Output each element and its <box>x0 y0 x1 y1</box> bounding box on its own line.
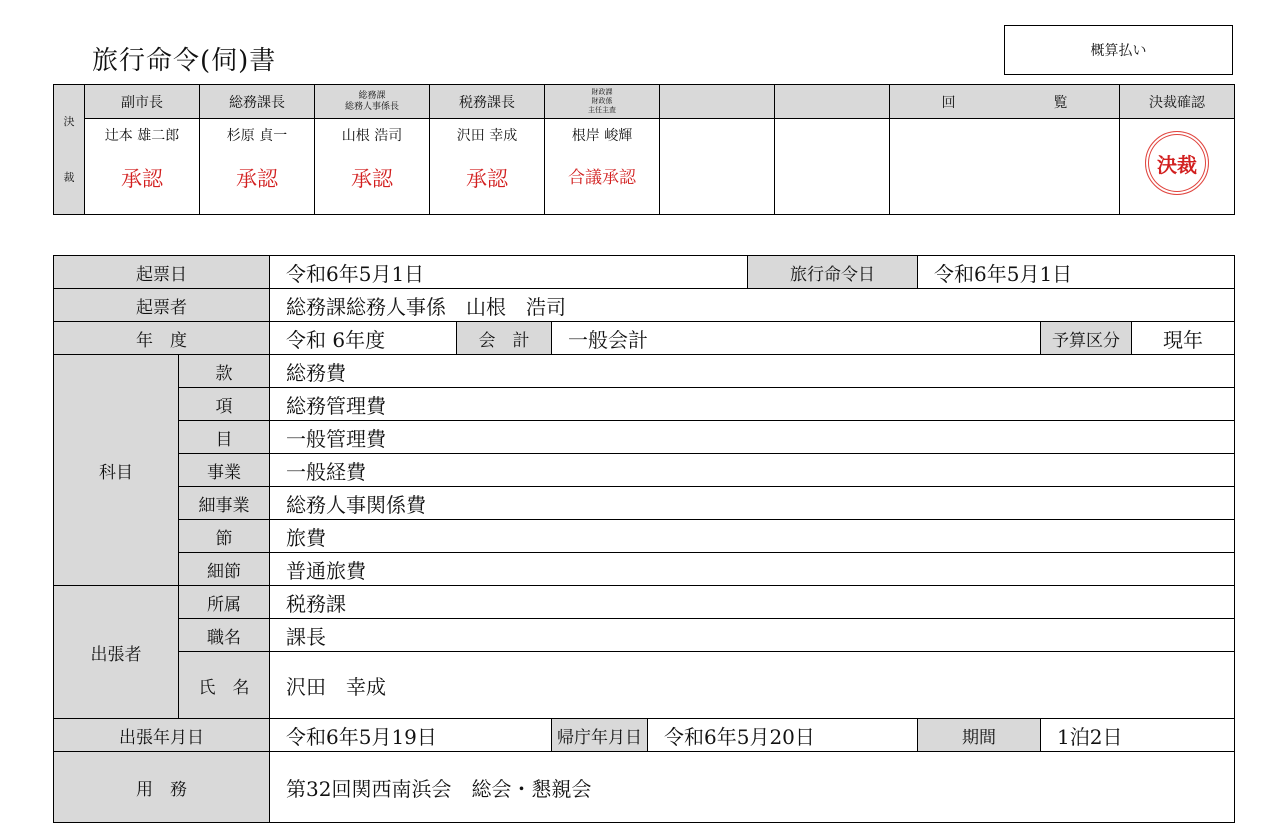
period-value: 1泊2日 <box>1041 719 1235 752</box>
fiscal-year-label: 年 度 <box>54 322 270 355</box>
traveler-row-value: 沢田 幸成 <box>270 652 1235 719</box>
estimate-payment-box <box>1004 25 1233 75</box>
approver-name: 杉原 貞一 <box>226 128 288 144</box>
subject-row-label: 細事業 <box>179 487 270 520</box>
budget-category-value: 現年 <box>1132 322 1235 355</box>
subject-row-value: 総務管理費 <box>270 388 1235 421</box>
trip-date-value: 令和6年5月19日 <box>270 719 552 752</box>
approver-name: 根岸 峻輝 <box>571 128 633 144</box>
return-date-label: 帰庁年月日 <box>552 719 648 752</box>
role-general-affairs-chief: 総務課長 <box>200 85 315 119</box>
role-finance-officer: 財政課 財政係 主任主査 <box>545 85 660 119</box>
draft-date-value: 令和6年5月1日 <box>270 256 748 289</box>
trip-date-label: 出張年月日 <box>54 719 270 752</box>
traveler-row-label: 所属 <box>179 586 270 619</box>
role-circulation: 回 覧 <box>890 85 1120 119</box>
approver-cell <box>545 119 660 215</box>
traveler-row-value: 税務課 <box>270 586 1235 619</box>
approver-cell-empty <box>660 119 775 215</box>
account-label: 会 計 <box>457 322 552 355</box>
approver-cell <box>430 119 545 215</box>
subject-row-label: 款 <box>179 355 270 388</box>
traveler-row-value: 課長 <box>270 619 1235 652</box>
approval-stamp: 承認 <box>236 167 278 191</box>
approval-stamp: 承認 <box>466 167 508 191</box>
approver-name: 沢田 幸成 <box>456 128 518 144</box>
subject-label: 科目 <box>54 355 179 586</box>
page-title: 旅行命令(伺)書 <box>92 46 277 76</box>
approver-cell-empty <box>775 119 890 215</box>
account-value: 一般会計 <box>552 322 1041 355</box>
approval-stamp: 承認 <box>351 167 393 191</box>
approver-name: 山根 浩司 <box>341 128 403 144</box>
draft-date-label: 起票日 <box>54 256 270 289</box>
approval-seal: 決裁 <box>1145 131 1209 195</box>
role-personnel-chief: 総務課 総務人事係長 <box>315 85 430 119</box>
subject-row-label: 事業 <box>179 454 270 487</box>
approval-table <box>53 84 1235 215</box>
period-label: 期間 <box>918 719 1041 752</box>
approval-stamp: 合議承認 <box>568 168 636 188</box>
role-tax-chief: 税務課長 <box>430 85 545 119</box>
subject-row-value: 総務費 <box>270 355 1235 388</box>
circulation-cell <box>890 119 1120 215</box>
subject-row-value: 旅費 <box>270 520 1235 553</box>
travel-order-form <box>53 255 1235 823</box>
traveler-row-label: 氏 名 <box>179 652 270 719</box>
subject-row-value: 普通旅費 <box>270 553 1235 586</box>
budget-category-label: 予算区分 <box>1041 322 1132 355</box>
approval-side-label-top: 決 <box>63 114 75 128</box>
traveler-label: 出張者 <box>54 586 179 719</box>
approval-side-label <box>54 85 85 215</box>
subject-row-value: 一般経費 <box>270 454 1235 487</box>
travel-order-date-label: 旅行命令日 <box>748 256 918 289</box>
subject-row-value: 総務人事関係費 <box>270 487 1235 520</box>
approval-stamp: 承認 <box>121 167 163 191</box>
approval-check-cell <box>1120 119 1235 215</box>
role-approval-check: 決裁確認 <box>1120 85 1235 119</box>
drafter-value: 総務課総務人事係 山根 浩司 <box>270 289 1235 322</box>
approval-side-label-bottom: 裁 <box>63 170 75 184</box>
approver-name: 辻本 雄二郎 <box>104 128 180 144</box>
return-date-value: 令和6年5月20日 <box>648 719 918 752</box>
travel-order-date-value: 令和6年5月1日 <box>918 256 1235 289</box>
role-empty-1 <box>660 85 775 119</box>
role-empty-2 <box>775 85 890 119</box>
drafter-label: 起票者 <box>54 289 270 322</box>
purpose-value: 第32回関西南浜会 総会・懇親会 <box>270 752 1235 823</box>
traveler-row-label: 職名 <box>179 619 270 652</box>
approver-cell <box>200 119 315 215</box>
fiscal-year-value: 令和 6年度 <box>270 322 457 355</box>
estimate-payment-label: 概算払い <box>1090 43 1147 59</box>
approver-cell <box>315 119 430 215</box>
subject-row-value: 一般管理費 <box>270 421 1235 454</box>
purpose-label: 用 務 <box>54 752 270 823</box>
subject-row-label: 項 <box>179 388 270 421</box>
approver-cell <box>85 119 200 215</box>
role-vice-mayor: 副市長 <box>85 85 200 119</box>
subject-row-label: 細節 <box>179 553 270 586</box>
subject-row-label: 節 <box>179 520 270 553</box>
subject-row-label: 目 <box>179 421 270 454</box>
